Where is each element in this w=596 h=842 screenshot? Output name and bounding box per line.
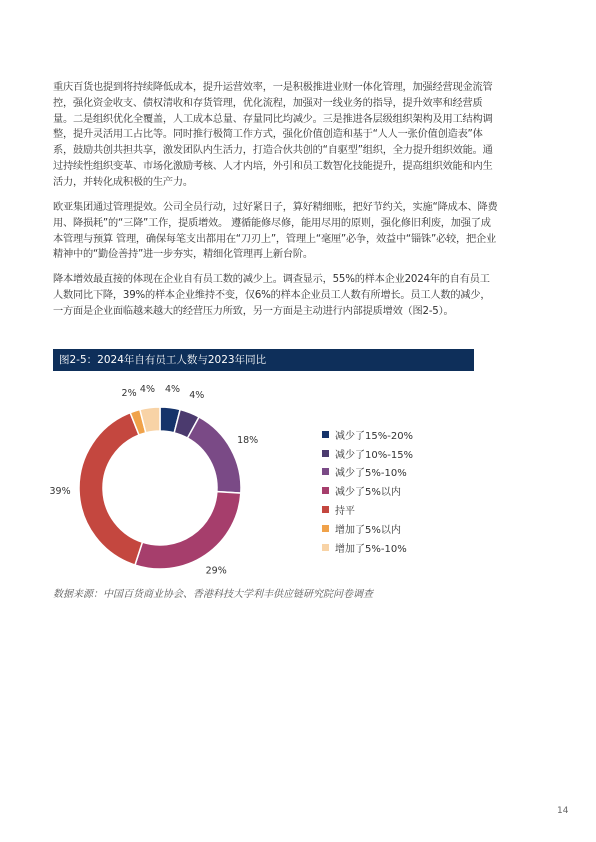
slice-value-label: 39% bbox=[49, 486, 71, 498]
legend-label: 减少了5%-10% bbox=[335, 468, 407, 480]
legend-label: 增加了5%-10% bbox=[335, 543, 407, 555]
slice-value-label: 4% bbox=[164, 383, 181, 395]
legend-item bbox=[322, 519, 413, 538]
body-paragraph-2: 欧亚集团通过管理提效。公司全员行动，过好紧日子，算好精细账，把好节约关，实施“降成本、降费用、降损耗”的“三降”工作，提质增效。 遵循能修尽修，能用尽用的原则，强化修旧利废，加强了成本管理与预算 管理，确保每笔支出都用在“刀刃上”，管理上“毫厘”必争，效益中“锱铢”必较，把企业精神中的“勤俭善持”进一步夯实，精细化管理再上新台阶。 bbox=[53, 202, 498, 261]
legend-label: 减少了10%-15% bbox=[335, 449, 414, 461]
legend-swatch bbox=[322, 468, 329, 475]
legend-swatch bbox=[322, 506, 329, 513]
legend-label: 减少了15%-20% bbox=[335, 430, 414, 442]
legend-swatch bbox=[322, 450, 329, 457]
legend-item bbox=[322, 425, 413, 444]
legend-item bbox=[322, 500, 413, 519]
slice-value-label: 4% bbox=[189, 390, 205, 402]
slice-value-label: 2% bbox=[121, 387, 137, 399]
page-number: 14 bbox=[557, 806, 569, 816]
slice-value-label: 4% bbox=[139, 383, 156, 395]
legend-label: 减少了5%以内 bbox=[335, 487, 401, 499]
slice-value-label: 29% bbox=[205, 565, 227, 577]
legend-label: 增加了5%以内 bbox=[335, 524, 401, 536]
donut-slice bbox=[79, 413, 142, 565]
legend-item bbox=[322, 444, 413, 463]
source-note: 数据来源：中国百货商业协会、香港科技大学利丰供应链研究院问卷调查 bbox=[53, 589, 373, 600]
legend-item bbox=[322, 538, 413, 557]
donut-slice bbox=[135, 492, 241, 569]
body-paragraph-3: 降本增效最直接的体现在企业自有员工数的减少上。调查显示，55%的样本企业2024年的自有员工人数同比下降，39%的样本企业维持不变，仅6%的样本企业员工人数有所增长。员工人数的减少，一方面是企业面临越来越大的经营压力所致，另一方面是主动进行内部提质增效（图2-5）。 bbox=[53, 274, 491, 317]
legend-swatch bbox=[322, 544, 329, 551]
figure-title-banner: 图2-5：2024年自有员工人数与2023年同比 bbox=[53, 349, 474, 371]
body-paragraph-1: 重庆百货也提到将持续降低成本，提升运营效率，一是积极推进业财一体化管理，加强经营现金流管控，强化资金收支、债权清收和存货管理，优化流程，加强对一线业务的指导，提升效率和经营质量。二是组织优化全覆盖，人工成本总量、存量同比均减少。三是推进各层级组织架构及用工结构调整，提升灵活用工占比等。同时推行极简工作方式，强化价值创造和基于“人人一张价值创造表”体系，鼓励共创共担共享，激发团队内生活力，打造合伙共创的“自驱型”组织，全力提升组织效能。通过持续性组织变革、市场化激励考核、人才内培，外引和员工数智化技能提升，提高组织效能和内生活力，并转化成积极的生产力。 bbox=[53, 82, 493, 188]
legend-swatch bbox=[322, 487, 329, 494]
legend-item bbox=[322, 463, 413, 482]
legend-swatch bbox=[322, 525, 329, 532]
donut-slice bbox=[187, 417, 241, 493]
slice-value-label: 18% bbox=[237, 434, 259, 446]
chart-legend bbox=[322, 425, 413, 557]
legend-label: 持平 bbox=[335, 506, 355, 518]
legend-item bbox=[322, 481, 413, 500]
legend-swatch bbox=[322, 431, 329, 438]
